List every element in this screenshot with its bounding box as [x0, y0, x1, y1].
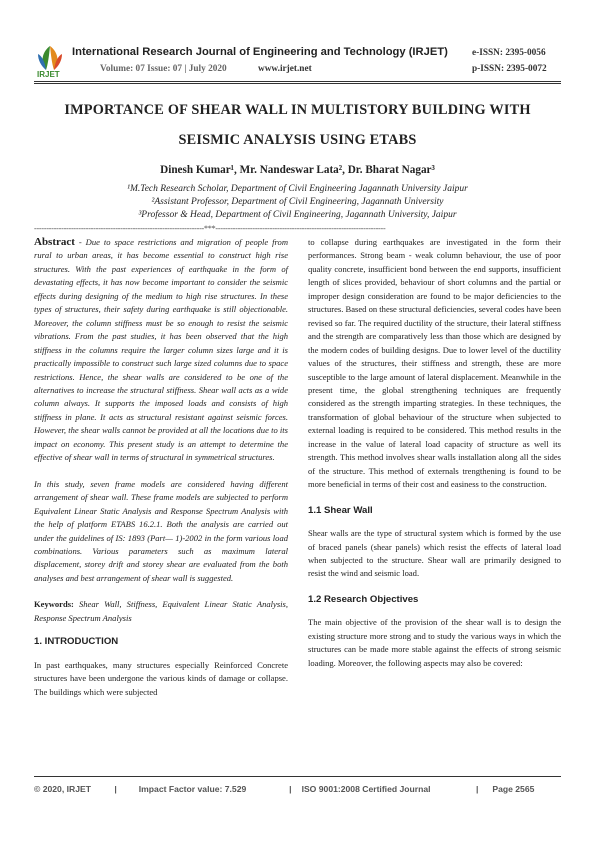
- separator-line: ---------------------------------------------------------------------***---------------------------------------------------------------------: [34, 224, 386, 233]
- paper-authors: Dinesh Kumar¹, Mr. Nandeswar Lata², Dr. Bharat Nagar³: [160, 164, 435, 176]
- affiliation-2: ²Assistant Professor, Department of Civil Engineering, Jagannath University: [151, 197, 444, 207]
- intro-continued: to collapse during earthquakes are investigated in the form their performances. Strong beam - weak column behaviour, the use of poor quality concrete, insufficient bond between the end supports, insufficient length of slices provided, behaviour of short columns and the partial or improper design consideration are found to be major deficiencies to the structures. Based on these structural deficiencies, several codes have been revised so far. The required ductility of the structure, their lateral stiffness and the strength are comparatively less than those which are designed by the modern codes of building designs. Due to lower level of the ductility values of the structures, their stiffness and strength, these are more susceptible to the large amount of lateral displacement. Meanwhile in the present time, the global strengthening techniques are frequently considered as the strength imparting strategies. In these techniques, the transformation of global behaviour of the structure when subjected to external loading is required to be considered. This method results in the increase in the value of lateral load capacity of structure as well its strength. This method involves shear walls installation along all the sides of the structure. This method of externals trengthening is found to be more beneficial in terms of their cost and easiness to the construction.: [308, 237, 561, 490]
- left-column: [34, 236, 288, 699]
- page-footer: [34, 784, 561, 794]
- objectives-text: The main objective of the provision of the shear wall is to design the existing structure more strong and to study the various ways in which the structures can be made more stable against the effects of strong seismic loading. Moreover, the following aspects may also be covered:: [308, 617, 561, 668]
- abstract: [34, 236, 288, 465]
- intro-heading: 1. INTRODUCTION: [34, 636, 119, 648]
- affiliation-3: ³Professor & Head, Department of Civil Engineering, Jagannath University, Jaipur: [138, 210, 457, 220]
- intro-text: In past earthquakes, many structures especially Reinforced Concrete structures have been undergone the various kinds of damage or collapse. The buildings which were subjected: [34, 659, 288, 697]
- logo-text: IRJET: [37, 70, 60, 79]
- footer-rule: [34, 776, 561, 777]
- journal-url[interactable]: www.irjet.net: [258, 64, 312, 74]
- footer-sep-1: |: [114, 784, 117, 794]
- footer-impact: Impact Factor value: 7.529: [138, 784, 247, 794]
- footer-copyright: © 2020, IRJET: [34, 784, 91, 794]
- journal-title: International Research Journal of Engineering and Technology (IRJET): [72, 46, 448, 58]
- footer-page: Page 2565: [492, 784, 535, 794]
- abstract-text: - Due to space restrictions and migration of people from rural to urban areas, it has become essential to construct high rise structures. With the past experiences of earthquake in the form of devastating effects, it has now become important to consider the seismic effects during designing of the medium to high rise structures. In these types of structures, their safety during earthquake is still objectionable. Moreover, the column stiffness must be so enough to resist the seismic vibrations. From the past studies, it has been observed that the high stiffness in the columns require the larger column sizes large and it is practically impossible to construct such large sized columns due to space restrictions. Hence, the shear walls are considered to be one of the alternatives to increase the structural stiffness. Shear wall acts as a wide column always. It supports the imposed loads and consists of high stiffness in plane. It acts as structural resistant against seismic forces. However, the shear walls cannot be provided at all the locations due to its impact on economy. This present study is an attempt to determine the effective of shear wall in terms of structural in symmetrical structures.: [34, 237, 288, 463]
- footer-sep-3: |: [475, 784, 479, 794]
- paper-title-line1: IMPORTANCE OF SHEAR WALL IN MULTISTORY BUILDING WITH: [64, 102, 531, 118]
- shear-wall-text: Shear walls are the type of structural system which is formed by the use of braced panels (shear panels) which resist the effects of lateral load when subjected to the structure. Shear wall are primarily designed to resist the wind and seismic load.: [308, 528, 561, 579]
- journal-volume: Volume: 07 Issue: 07 | July 2020: [100, 64, 227, 74]
- objectives-heading: 1.2 Research Objectives: [308, 593, 419, 605]
- p-issn: p-ISSN: 2395-0072: [472, 64, 547, 74]
- paper-title-line2: SEISMIC ANALYSIS USING ETABS: [178, 132, 417, 148]
- shear-wall-heading: 1.1 Shear Wall: [308, 504, 373, 516]
- keywords-label: Keywords:: [34, 599, 74, 610]
- e-issn: e-ISSN: 2395-0056: [472, 48, 546, 58]
- keywords: [34, 598, 288, 625]
- footer-sep-2: |: [289, 784, 292, 794]
- journal-logo: [34, 42, 66, 80]
- abstract-label: Abstract: [34, 236, 75, 248]
- header-rule: [34, 81, 561, 82]
- keywords-text: Shear Wall, Stiffness, Equivalent Linear Static Analysis, Response Spectrum Analysis: [34, 599, 288, 623]
- affiliation-1: ¹M.Tech Research Scholar, Department of Civil Engineering Jagannath University Jaipur: [127, 184, 468, 194]
- right-column: [308, 236, 561, 670]
- header-rule-2: [34, 83, 561, 84]
- footer-iso: ISO 9001:2008 Certified Journal: [301, 784, 431, 794]
- abstract-paragraph-2: In this study, seven frame models are considered having different arrangement of shear wall. These frame models are subjected to perform Equivalent Linear Static Analysis and Response Spectrum Analysis with the help of platform ETABS 16.2.1. Both the analysis are carried out under the guidelines of IS: 1893 (Part— 1)-2002 in the form various load combinations. Various parameters such as maximum lateral displacement, storey drift and storey shear are evaluated from the both analyses and best arrangement of shear wall is suggested.: [34, 478, 288, 583]
